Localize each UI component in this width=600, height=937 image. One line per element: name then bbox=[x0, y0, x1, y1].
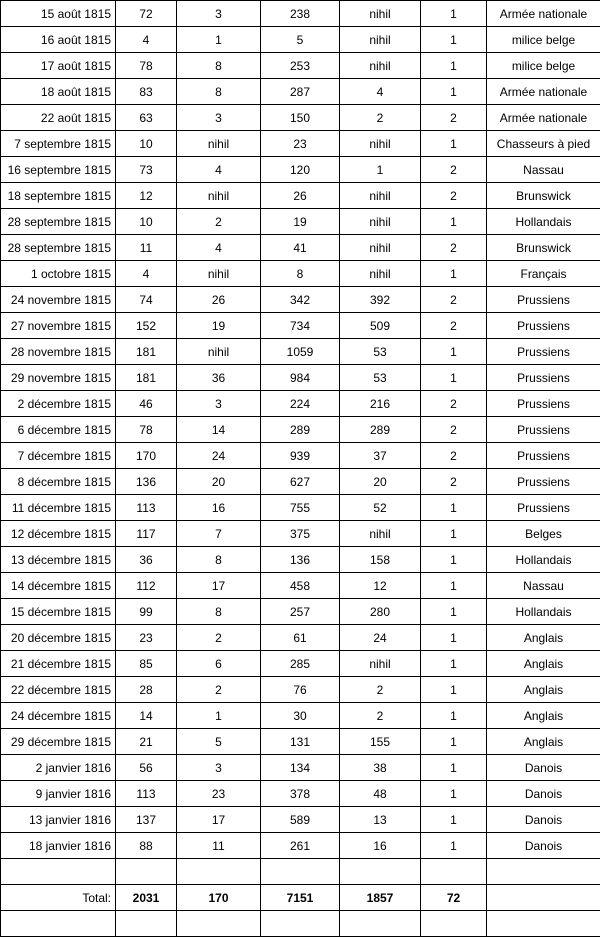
count-cell: 2 bbox=[421, 183, 487, 209]
count-cell: 253 bbox=[261, 53, 340, 79]
count-cell: 4 bbox=[116, 261, 177, 287]
table-row bbox=[1, 781, 600, 807]
table-row bbox=[1, 209, 600, 235]
nationality-cell: Prussiens bbox=[487, 443, 600, 469]
count-cell: 23 bbox=[261, 131, 340, 157]
count-cell: nihil bbox=[340, 651, 421, 677]
nationality-cell: Prussiens bbox=[487, 469, 600, 495]
nationality-cell: Nassau bbox=[487, 573, 600, 599]
count-cell: nihil bbox=[340, 27, 421, 53]
count-cell: 1 bbox=[421, 729, 487, 755]
count-cell: 5 bbox=[261, 27, 340, 53]
count-cell: 88 bbox=[116, 833, 177, 859]
count-cell: 10 bbox=[116, 131, 177, 157]
count-cell: 2 bbox=[340, 105, 421, 131]
count-cell: 83 bbox=[116, 79, 177, 105]
nationality-cell: Armée nationale bbox=[487, 1, 600, 27]
count-cell: 120 bbox=[261, 157, 340, 183]
nationality-cell: Anglais bbox=[487, 729, 600, 755]
nationality-cell: Anglais bbox=[487, 677, 600, 703]
nationality-cell: Prussiens bbox=[487, 287, 600, 313]
blank-cell bbox=[487, 859, 600, 885]
count-cell: 19 bbox=[177, 313, 261, 339]
date-cell: 22 décembre 1815 bbox=[1, 677, 116, 703]
count-cell: 37 bbox=[340, 443, 421, 469]
count-cell: 23 bbox=[116, 625, 177, 651]
date-cell: 18 septembre 1815 bbox=[1, 183, 116, 209]
date-cell: 2 décembre 1815 bbox=[1, 391, 116, 417]
count-cell: 755 bbox=[261, 495, 340, 521]
count-cell: 78 bbox=[116, 53, 177, 79]
count-cell: 257 bbox=[261, 599, 340, 625]
count-cell: 11 bbox=[177, 833, 261, 859]
count-cell: 74 bbox=[116, 287, 177, 313]
count-cell: 56 bbox=[116, 755, 177, 781]
count-cell: 6 bbox=[177, 651, 261, 677]
count-cell: 152 bbox=[116, 313, 177, 339]
count-cell: 136 bbox=[116, 469, 177, 495]
nationality-cell: Français bbox=[487, 261, 600, 287]
count-cell: 17 bbox=[177, 807, 261, 833]
nationality-cell: Anglais bbox=[487, 625, 600, 651]
date-cell: 11 décembre 1815 bbox=[1, 495, 116, 521]
date-cell: 1 octobre 1815 bbox=[1, 261, 116, 287]
count-cell: 1 bbox=[421, 677, 487, 703]
count-cell: 26 bbox=[261, 183, 340, 209]
count-cell: 2 bbox=[421, 235, 487, 261]
count-cell: 181 bbox=[116, 365, 177, 391]
nationality-cell: milice belge bbox=[487, 53, 600, 79]
date-cell: 28 septembre 1815 bbox=[1, 209, 116, 235]
count-cell: 1 bbox=[421, 573, 487, 599]
count-cell: 38 bbox=[340, 755, 421, 781]
count-cell: 7 bbox=[177, 521, 261, 547]
total-row bbox=[1, 885, 600, 911]
nationality-cell: Armée nationale bbox=[487, 79, 600, 105]
count-cell: 1 bbox=[421, 521, 487, 547]
count-cell: 16 bbox=[340, 833, 421, 859]
date-cell: 7 septembre 1815 bbox=[1, 131, 116, 157]
date-cell: 27 novembre 1815 bbox=[1, 313, 116, 339]
count-cell: nihil bbox=[340, 53, 421, 79]
count-cell: 137 bbox=[116, 807, 177, 833]
count-cell: 1 bbox=[421, 599, 487, 625]
table-row bbox=[1, 573, 600, 599]
count-cell: 76 bbox=[261, 677, 340, 703]
total-value: 2031 bbox=[116, 885, 177, 911]
date-cell: 16 septembre 1815 bbox=[1, 157, 116, 183]
blank-cell bbox=[340, 911, 421, 937]
date-cell: 6 décembre 1815 bbox=[1, 417, 116, 443]
count-cell: 117 bbox=[116, 521, 177, 547]
count-cell: 1 bbox=[421, 703, 487, 729]
count-cell: 1 bbox=[421, 27, 487, 53]
table-row bbox=[1, 131, 600, 157]
count-cell: nihil bbox=[340, 131, 421, 157]
total-value: 170 bbox=[177, 885, 261, 911]
table-row bbox=[1, 391, 600, 417]
count-cell: 3 bbox=[177, 1, 261, 27]
table-row bbox=[1, 547, 600, 573]
table-row bbox=[1, 599, 600, 625]
count-cell: 939 bbox=[261, 443, 340, 469]
count-cell: 21 bbox=[116, 729, 177, 755]
count-cell: 2 bbox=[340, 677, 421, 703]
date-cell: 28 septembre 1815 bbox=[1, 235, 116, 261]
date-cell: 15 août 1815 bbox=[1, 1, 116, 27]
nationality-cell: Danois bbox=[487, 807, 600, 833]
count-cell: nihil bbox=[340, 235, 421, 261]
count-cell: 5 bbox=[177, 729, 261, 755]
blank-cell bbox=[487, 885, 600, 911]
blank-cell bbox=[116, 859, 177, 885]
count-cell: 1 bbox=[421, 1, 487, 27]
table-row bbox=[1, 183, 600, 209]
nationality-cell: Nassau bbox=[487, 157, 600, 183]
count-cell: nihil bbox=[340, 209, 421, 235]
table-row bbox=[1, 677, 600, 703]
total-value: 7151 bbox=[261, 885, 340, 911]
date-cell: 13 janvier 1816 bbox=[1, 807, 116, 833]
count-cell: 53 bbox=[340, 339, 421, 365]
blank-cell bbox=[340, 859, 421, 885]
count-cell: 1 bbox=[340, 157, 421, 183]
count-cell: 48 bbox=[340, 781, 421, 807]
date-cell: 29 décembre 1815 bbox=[1, 729, 116, 755]
count-cell: 28 bbox=[116, 677, 177, 703]
count-cell: 1059 bbox=[261, 339, 340, 365]
nationality-cell: Prussiens bbox=[487, 313, 600, 339]
date-cell: 29 novembre 1815 bbox=[1, 365, 116, 391]
count-cell: 1 bbox=[421, 209, 487, 235]
count-cell: 509 bbox=[340, 313, 421, 339]
blank-cell bbox=[421, 911, 487, 937]
date-cell: 14 décembre 1815 bbox=[1, 573, 116, 599]
date-cell: 7 décembre 1815 bbox=[1, 443, 116, 469]
blank-cell bbox=[1, 911, 116, 937]
count-cell: 1 bbox=[421, 547, 487, 573]
nationality-cell: Danois bbox=[487, 833, 600, 859]
count-cell: 392 bbox=[340, 287, 421, 313]
count-cell: 134 bbox=[261, 755, 340, 781]
table-row bbox=[1, 287, 600, 313]
date-cell: 15 décembre 1815 bbox=[1, 599, 116, 625]
date-cell: 13 décembre 1815 bbox=[1, 547, 116, 573]
count-cell: 589 bbox=[261, 807, 340, 833]
count-cell: 2 bbox=[421, 287, 487, 313]
count-cell: 10 bbox=[116, 209, 177, 235]
blank-row bbox=[1, 859, 600, 885]
count-cell: 378 bbox=[261, 781, 340, 807]
nationality-cell: milice belge bbox=[487, 27, 600, 53]
count-cell: 1 bbox=[421, 807, 487, 833]
count-cell: 24 bbox=[340, 625, 421, 651]
count-cell: 1 bbox=[177, 27, 261, 53]
nationality-cell: Danois bbox=[487, 755, 600, 781]
nationality-cell: Danois bbox=[487, 781, 600, 807]
count-cell: 181 bbox=[116, 339, 177, 365]
count-cell: 46 bbox=[116, 391, 177, 417]
table-row bbox=[1, 339, 600, 365]
table-row bbox=[1, 729, 600, 755]
count-cell: nihil bbox=[177, 131, 261, 157]
table-row bbox=[1, 443, 600, 469]
count-cell: 238 bbox=[261, 1, 340, 27]
table-row bbox=[1, 625, 600, 651]
nationality-cell: Chasseurs à pied bbox=[487, 131, 600, 157]
count-cell: 2 bbox=[421, 105, 487, 131]
table-row bbox=[1, 469, 600, 495]
date-cell: 21 décembre 1815 bbox=[1, 651, 116, 677]
date-cell: 8 décembre 1815 bbox=[1, 469, 116, 495]
nationality-cell: Prussiens bbox=[487, 365, 600, 391]
count-cell: 2 bbox=[340, 703, 421, 729]
table-row bbox=[1, 1, 600, 27]
count-cell: 2 bbox=[421, 443, 487, 469]
table-row bbox=[1, 651, 600, 677]
count-cell: 20 bbox=[177, 469, 261, 495]
table-row bbox=[1, 235, 600, 261]
count-cell: 36 bbox=[177, 365, 261, 391]
table-row bbox=[1, 27, 600, 53]
count-cell: nihil bbox=[177, 339, 261, 365]
count-cell: 155 bbox=[340, 729, 421, 755]
count-cell: 216 bbox=[340, 391, 421, 417]
count-cell: 1 bbox=[421, 261, 487, 287]
table-row bbox=[1, 105, 600, 131]
count-cell: 30 bbox=[261, 703, 340, 729]
nationality-cell: Anglais bbox=[487, 651, 600, 677]
nationality-cell: Hollandais bbox=[487, 599, 600, 625]
date-cell: 18 août 1815 bbox=[1, 79, 116, 105]
count-cell: 4 bbox=[177, 235, 261, 261]
table-row bbox=[1, 833, 600, 859]
count-cell: 61 bbox=[261, 625, 340, 651]
date-cell: 24 novembre 1815 bbox=[1, 287, 116, 313]
table-row bbox=[1, 703, 600, 729]
total-value: 72 bbox=[421, 885, 487, 911]
count-cell: 16 bbox=[177, 495, 261, 521]
count-cell: 1 bbox=[421, 53, 487, 79]
nationality-cell: Belges bbox=[487, 521, 600, 547]
date-cell: 28 novembre 1815 bbox=[1, 339, 116, 365]
blank-cell bbox=[421, 859, 487, 885]
blank-cell bbox=[177, 911, 261, 937]
count-cell: 289 bbox=[340, 417, 421, 443]
count-cell: 287 bbox=[261, 79, 340, 105]
table-row bbox=[1, 261, 600, 287]
table-row bbox=[1, 495, 600, 521]
count-cell: 14 bbox=[116, 703, 177, 729]
table-row bbox=[1, 755, 600, 781]
table-row bbox=[1, 521, 600, 547]
count-cell: 8 bbox=[177, 547, 261, 573]
count-cell: 23 bbox=[177, 781, 261, 807]
count-cell: 2 bbox=[421, 417, 487, 443]
count-cell: 4 bbox=[116, 27, 177, 53]
date-cell: 2 janvier 1816 bbox=[1, 755, 116, 781]
count-cell: 24 bbox=[177, 443, 261, 469]
nationality-cell: Brunswick bbox=[487, 235, 600, 261]
total-value: 1857 bbox=[340, 885, 421, 911]
date-cell: 20 décembre 1815 bbox=[1, 625, 116, 651]
table-row bbox=[1, 79, 600, 105]
count-cell: 1 bbox=[421, 79, 487, 105]
count-cell: 113 bbox=[116, 781, 177, 807]
count-cell: 3 bbox=[177, 105, 261, 131]
count-cell: 2 bbox=[177, 209, 261, 235]
count-cell: 1 bbox=[421, 781, 487, 807]
count-cell: 85 bbox=[116, 651, 177, 677]
date-cell: 16 août 1815 bbox=[1, 27, 116, 53]
table-row bbox=[1, 417, 600, 443]
count-cell: 14 bbox=[177, 417, 261, 443]
table-row bbox=[1, 807, 600, 833]
blank-cell bbox=[487, 911, 600, 937]
count-cell: 52 bbox=[340, 495, 421, 521]
count-cell: nihil bbox=[177, 261, 261, 287]
count-cell: 1 bbox=[177, 703, 261, 729]
count-cell: 136 bbox=[261, 547, 340, 573]
nationality-cell: Armée nationale bbox=[487, 105, 600, 131]
count-cell: 2 bbox=[421, 157, 487, 183]
count-cell: nihil bbox=[340, 261, 421, 287]
count-cell: 131 bbox=[261, 729, 340, 755]
count-cell: nihil bbox=[177, 183, 261, 209]
count-cell: 26 bbox=[177, 287, 261, 313]
count-cell: 20 bbox=[340, 469, 421, 495]
count-cell: 1 bbox=[421, 365, 487, 391]
nationality-cell: Hollandais bbox=[487, 209, 600, 235]
count-cell: 17 bbox=[177, 573, 261, 599]
date-cell: 18 janvier 1816 bbox=[1, 833, 116, 859]
count-cell: 63 bbox=[116, 105, 177, 131]
blank-cell bbox=[1, 859, 116, 885]
count-cell: 8 bbox=[261, 261, 340, 287]
blank-cell bbox=[177, 859, 261, 885]
nationality-cell: Prussiens bbox=[487, 339, 600, 365]
nationality-cell: Anglais bbox=[487, 703, 600, 729]
count-cell: 36 bbox=[116, 547, 177, 573]
table-row bbox=[1, 157, 600, 183]
count-cell: nihil bbox=[340, 183, 421, 209]
count-cell: 1 bbox=[421, 131, 487, 157]
date-cell: 9 janvier 1816 bbox=[1, 781, 116, 807]
count-cell: 19 bbox=[261, 209, 340, 235]
count-cell: 150 bbox=[261, 105, 340, 131]
nationality-cell: Prussiens bbox=[487, 391, 600, 417]
count-cell: 158 bbox=[340, 547, 421, 573]
count-cell: 1 bbox=[421, 833, 487, 859]
count-cell: 1 bbox=[421, 625, 487, 651]
date-cell: 24 décembre 1815 bbox=[1, 703, 116, 729]
count-cell: 12 bbox=[116, 183, 177, 209]
count-cell: 1 bbox=[421, 651, 487, 677]
count-cell: 1 bbox=[421, 495, 487, 521]
date-cell: 12 décembre 1815 bbox=[1, 521, 116, 547]
count-cell: 2 bbox=[421, 313, 487, 339]
count-cell: nihil bbox=[340, 1, 421, 27]
total-label: Total: bbox=[1, 885, 116, 911]
date-cell: 17 août 1815 bbox=[1, 53, 116, 79]
count-cell: 113 bbox=[116, 495, 177, 521]
count-cell: 3 bbox=[177, 391, 261, 417]
nationality-cell: Prussiens bbox=[487, 417, 600, 443]
count-cell: 2 bbox=[177, 677, 261, 703]
count-cell: 224 bbox=[261, 391, 340, 417]
count-cell: 3 bbox=[177, 755, 261, 781]
count-cell: 627 bbox=[261, 469, 340, 495]
count-cell: 4 bbox=[340, 79, 421, 105]
count-cell: 1 bbox=[421, 339, 487, 365]
count-cell: 73 bbox=[116, 157, 177, 183]
count-cell: nihil bbox=[340, 521, 421, 547]
count-cell: 53 bbox=[340, 365, 421, 391]
count-cell: 170 bbox=[116, 443, 177, 469]
blank-cell bbox=[261, 859, 340, 885]
nationality-cell: Hollandais bbox=[487, 547, 600, 573]
count-cell: 112 bbox=[116, 573, 177, 599]
count-cell: 41 bbox=[261, 235, 340, 261]
nationality-cell: Prussiens bbox=[487, 495, 600, 521]
count-cell: 2 bbox=[177, 625, 261, 651]
count-cell: 12 bbox=[340, 573, 421, 599]
count-cell: 11 bbox=[116, 235, 177, 261]
table-row bbox=[1, 365, 600, 391]
count-cell: 4 bbox=[177, 157, 261, 183]
blank-row bbox=[1, 911, 600, 937]
count-cell: 99 bbox=[116, 599, 177, 625]
count-cell: 13 bbox=[340, 807, 421, 833]
count-cell: 8 bbox=[177, 53, 261, 79]
count-cell: 289 bbox=[261, 417, 340, 443]
count-cell: 342 bbox=[261, 287, 340, 313]
nationality-cell: Brunswick bbox=[487, 183, 600, 209]
count-cell: 2 bbox=[421, 469, 487, 495]
count-cell: 375 bbox=[261, 521, 340, 547]
count-cell: 458 bbox=[261, 573, 340, 599]
ledger-body bbox=[1, 1, 600, 937]
count-cell: 280 bbox=[340, 599, 421, 625]
date-cell: 22 août 1815 bbox=[1, 105, 116, 131]
count-cell: 8 bbox=[177, 79, 261, 105]
table-row bbox=[1, 313, 600, 339]
count-cell: 734 bbox=[261, 313, 340, 339]
count-cell: 8 bbox=[177, 599, 261, 625]
count-cell: 984 bbox=[261, 365, 340, 391]
blank-cell bbox=[116, 911, 177, 937]
count-cell: 72 bbox=[116, 1, 177, 27]
count-cell: 285 bbox=[261, 651, 340, 677]
count-cell: 1 bbox=[421, 755, 487, 781]
blank-cell bbox=[261, 911, 340, 937]
table-row bbox=[1, 53, 600, 79]
count-cell: 78 bbox=[116, 417, 177, 443]
count-cell: 261 bbox=[261, 833, 340, 859]
count-cell: 2 bbox=[421, 391, 487, 417]
